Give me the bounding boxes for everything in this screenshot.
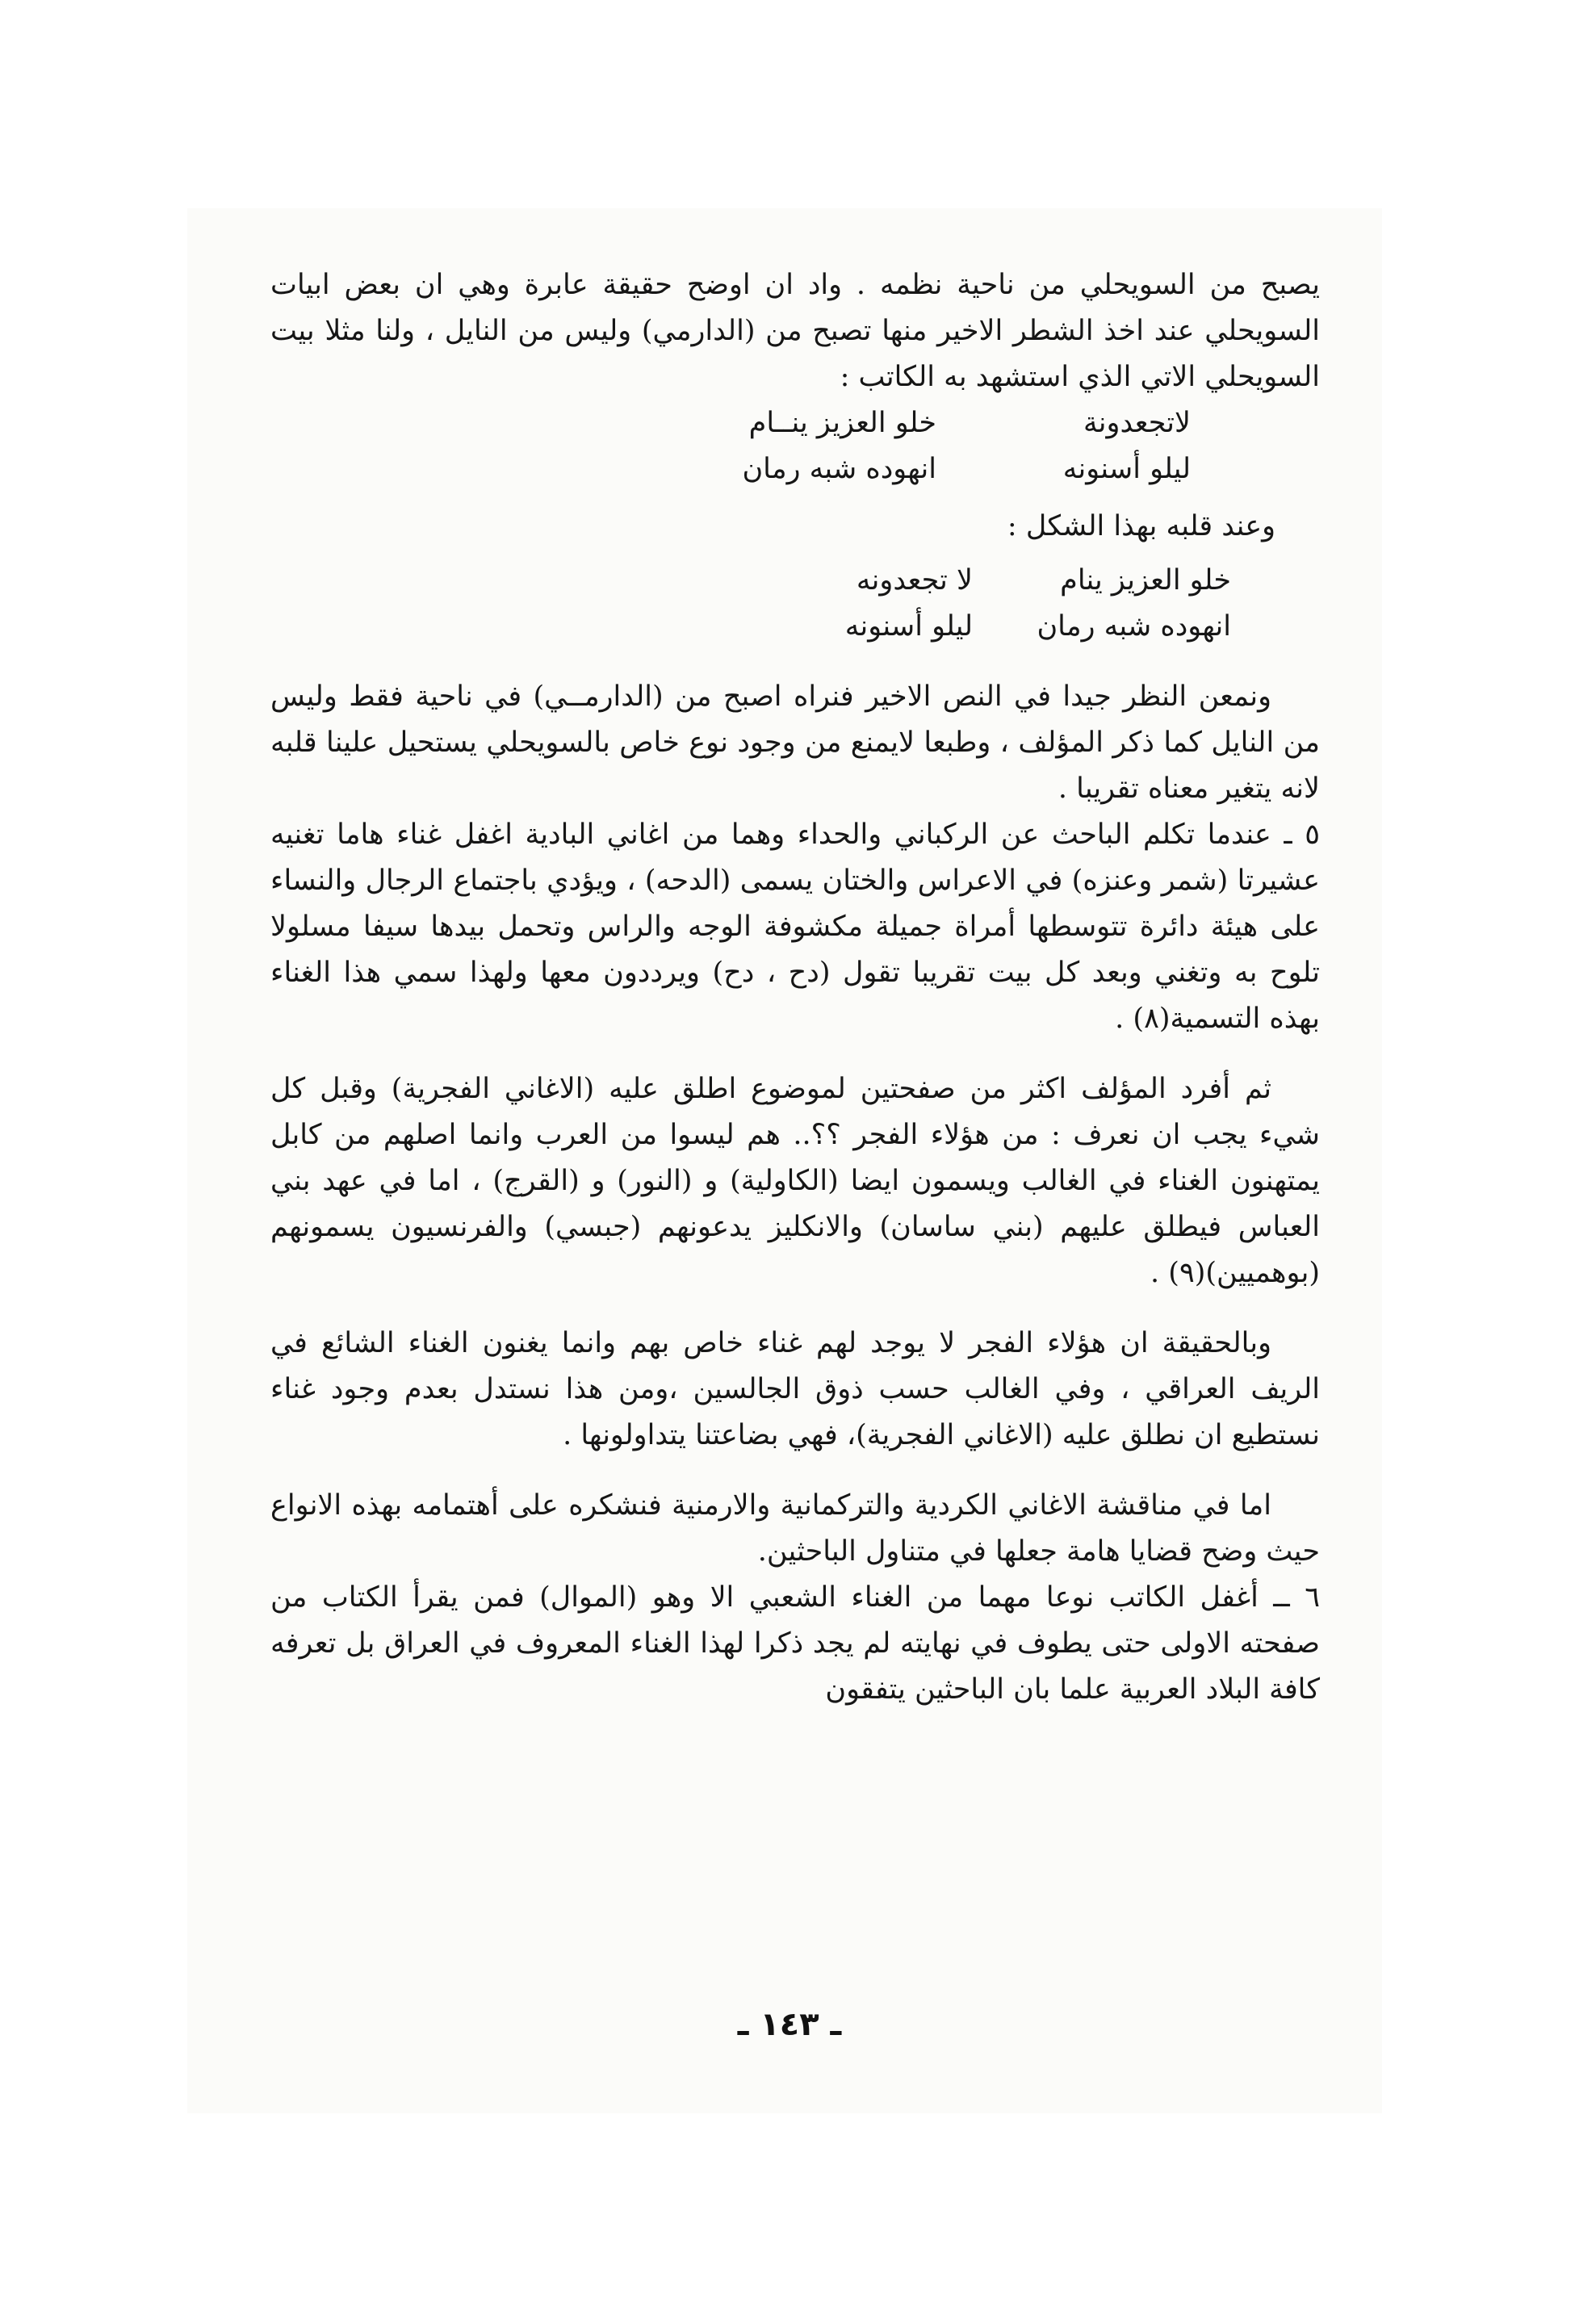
paragraph-point-6: ٦ ــ أغفل الكاتب نوعا مهما من الغناء الشعبي الا وهو (الموال) فمن يقرأ الكتاب من صفحته الاولى حتى يطوف في نهايته لم يجد ذكرا لهذا الغناء المعروف في العراق بل تعرفه كافة البلاد العربية علما بان الباحثين يتفقون <box>270 1581 1320 1706</box>
verse-block-reversed <box>270 558 1320 650</box>
paragraph-point-5: ٥ ـ عندما تكلم الباحث عن الركباني والحداء وهما من اغاني البادية اغفل غناء هاما تغنيه عشيرتا (شمر وعنزه) في الاعراس والختان يسمى (الدحه) ، ويؤدي باجتماع الرجال والنساء على هيئة دائرة تتوسطها أمراة جميلة مكشوفة الوجه والراس وتحمل بيدها سيفا مسلولا تلوح به وتغني وبعد كل بيت تقريبا تقول (دح ، دح) ويرددون معها ولهذا سمي هذا الغناء بهذه التسمية(٨) . <box>270 819 1320 1035</box>
verse-hemistich: خلو العزيز ينــام <box>748 407 936 439</box>
verse-hemistich: خلو العزيز ينام <box>1060 564 1231 597</box>
verse-hemistich: ليلو أسنونه <box>1062 453 1191 485</box>
paragraph-kurdish-songs: اما في مناقشة الاغاني الكردية والتركمانية والارمنية فنشكره على أهتمامه بهذه الانواع حيث وضح قضايا هامة جعلها في متناول الباحثين. <box>270 1489 1320 1568</box>
verse-line <box>270 604 1320 650</box>
verse-line <box>270 558 1320 604</box>
verse-hemistich: لا تجعدونه <box>856 564 973 597</box>
paragraph-gypsy-songs: ثم أفرد المؤلف اكثر من صفحتين لموضوع اطلق عليه (الاغاني الفجرية) وقبل كل شيء يجب ان نعرف : من هؤلاء الفجر ؟؟.. هم ليسوا من العرب وانما اصلهم من كابل يمتهنون الغناء في الغالب ويسمون ايضا (الكاولية) و (النور) و (القرج) ، اما في عهد بني العباس فيطلق عليهم (بني ساسان) والانكليز يدعونهم (جبسي) والفرنسيون يسمونهم (بوهميين)(٩) . <box>270 1073 1320 1289</box>
verse-line <box>270 400 1320 446</box>
page-number: ـ ١٤٣ ـ <box>737 2006 842 2043</box>
verse-intro: وعند قلبه بهذا الشكل : <box>1007 510 1275 542</box>
verse-block-original <box>270 400 1320 492</box>
verse-hemistich: ليلو أسنونه <box>844 610 973 643</box>
paragraph-darmi-note: ونمعن النظر جيدا في النص الاخير فنراه اصبح من (الدارمــي) في ناحية فقط وليس من النايل كما ذكر المؤلف ، وطبعا لايمنع من وجود نوع خاص بالسويحلي يستحيل علينا قلبه لانه يتغير معناه تقريبا . <box>270 680 1320 805</box>
verse-hemistich: انهوده شبه رمان <box>742 453 936 485</box>
verse-line <box>270 446 1320 492</box>
verse-hemistich: انهوده شبه رمان <box>1037 610 1231 643</box>
verse-hemistich: لاتجعدونة <box>1083 407 1191 439</box>
paragraph-sawihli-intro: يصبح من السويحلي من ناحية نظمه . واد ان اوضح حقيقة عابرة وهي ان بعض ابيات السويحلي عند اخذ الشطر الاخير منها تصبح من (الدارمي) وليس من النايل ، ولنا مثلا بيت السويحلي الاتي الذي استشهد به الكاتب : <box>270 269 1320 393</box>
paragraph-gypsy-reality: وبالحقيقة ان هؤلاء الفجر لا يوجد لهم غناء خاص بهم وانما يغنون الغناء الشائع في الريف العراقي ، وفي الغالب حسب ذوق الجالسين ،ومن هذا نستدل بعدم وجود غناء نستطيع ان نطلق عليه (الاغاني الفجرية)، فهي بضاعتنا يتداولونها . <box>270 1327 1320 1451</box>
page-body <box>270 262 1320 1713</box>
